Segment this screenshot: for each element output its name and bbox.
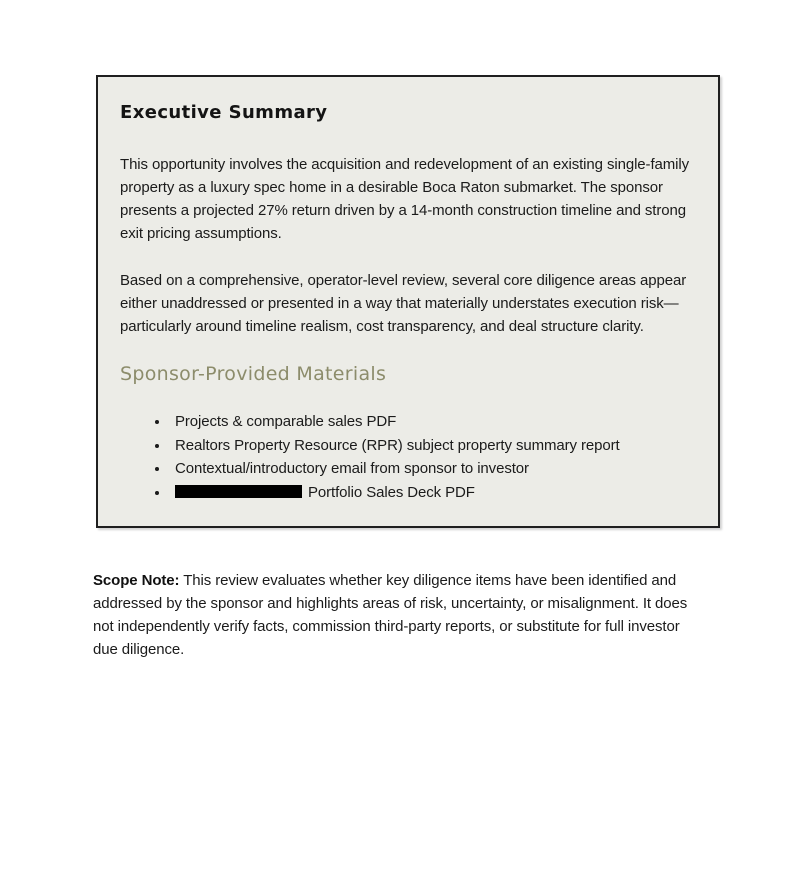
list-item	[170, 457, 694, 481]
list-item	[170, 481, 694, 505]
list-item-text: Contextual/introductory email from sponsor to investor	[175, 460, 529, 477]
materials-list	[170, 410, 694, 504]
list-item-text: Portfolio Sales Deck PDF	[308, 483, 475, 501]
list-item	[170, 434, 694, 458]
scope-note	[93, 569, 707, 661]
summary-paragraph-1: This opportunity involves the acquisition and redevelopment of an existing single-family property as a luxury spec home in a desirable Boca Raton submarket. The sponsor presents a projected 27% return driven by a 14-month construction timeline and strong exit pricing assumptions.	[120, 156, 690, 242]
executive-summary-card	[96, 75, 720, 528]
redacted-bar	[175, 485, 302, 498]
list-item-text: Projects & comparable sales PDF	[175, 413, 397, 430]
list-item-text: Realtors Property Resource (RPR) subject property summary report	[175, 436, 620, 454]
section-heading-sponsor-materials: Sponsor-Provided Materials	[120, 363, 387, 385]
list-item	[170, 410, 694, 434]
scope-note-label: Scope Note:	[93, 572, 180, 589]
scope-note-text: This review evaluates whether key diligence items have been identified and addressed by the sponsor and highlights areas of risk, uncertainty, or misalignment. It does not independently verify facts, commission third-party reports, or substitute for full investor due diligence.	[93, 572, 688, 658]
summary-paragraph-2: Based on a comprehensive, operator-level review, several core diligence areas appear either unaddressed or presented in a way that materially understates execution risk—particularly around timeline realism, cost transparency, and deal structure clarity.	[120, 272, 687, 335]
card-title: Executive Summary	[120, 102, 328, 123]
